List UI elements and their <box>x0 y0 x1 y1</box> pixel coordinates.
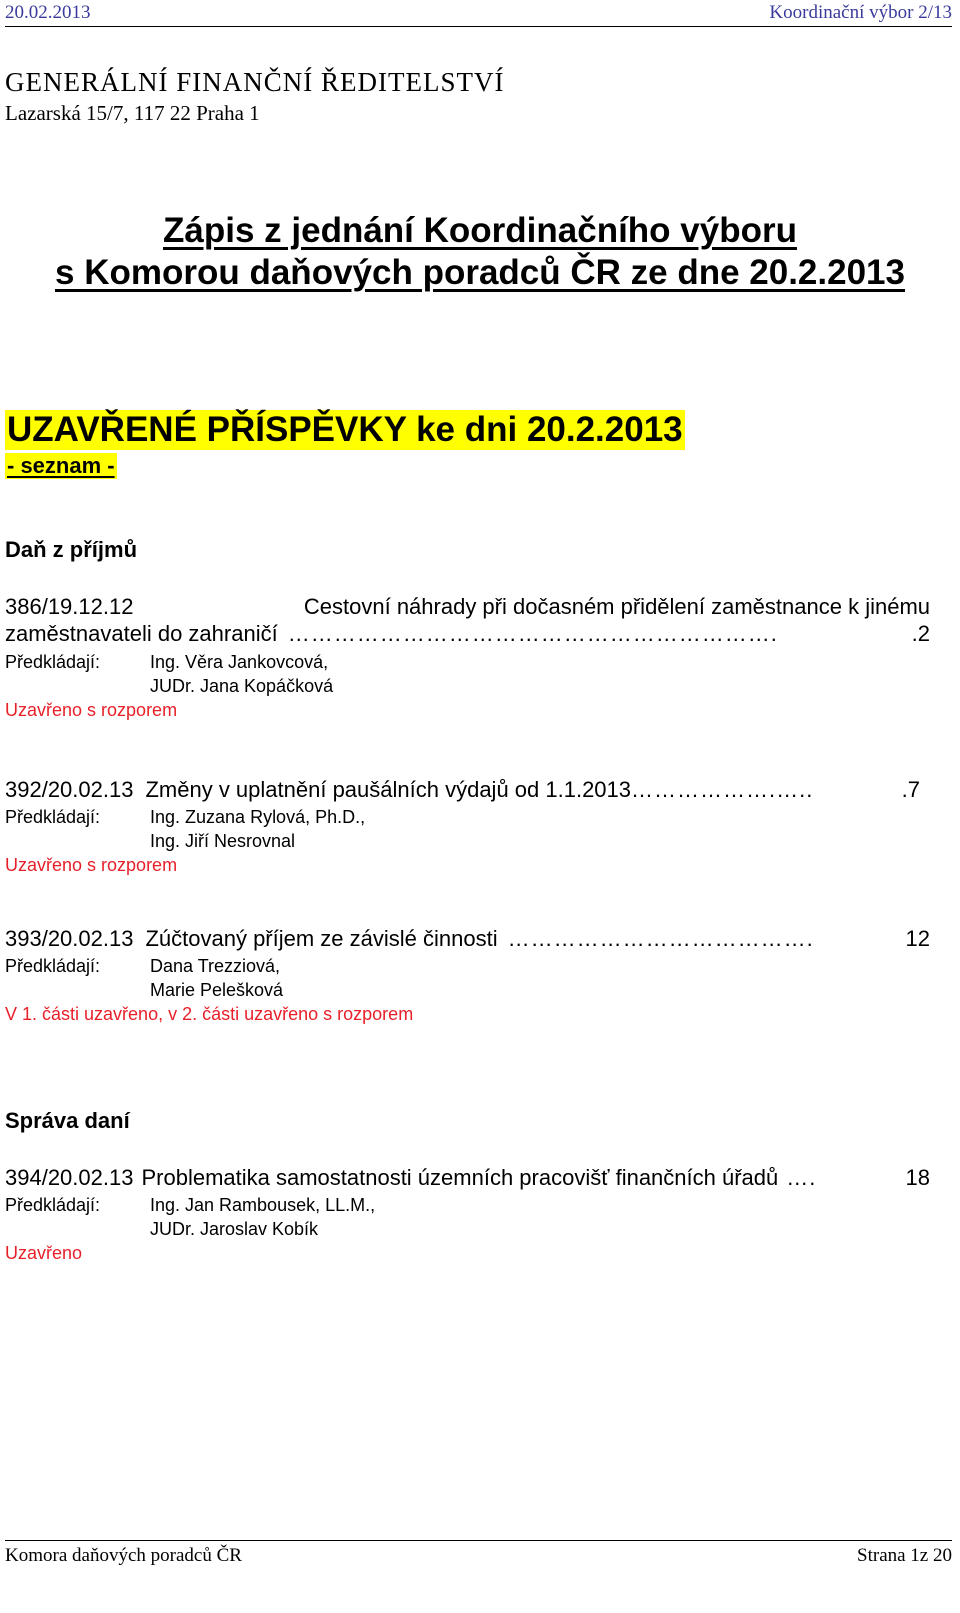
item-title: Změny v uplatnění paušálních výdajů od 1.1.2013 <box>145 777 632 802</box>
title-line-1: Zápis z jednání Koordinačního výboru <box>163 211 797 250</box>
presenter: JUDr. Jana Kopáčková <box>150 676 334 696</box>
presenters <box>5 954 280 978</box>
presenters-label: Předkládají: <box>5 652 101 672</box>
item-page: 18 <box>905 1165 930 1190</box>
presenters <box>5 978 283 1002</box>
presenters <box>5 1217 318 1241</box>
item-number: 386/19.12.12 <box>5 594 134 619</box>
toc-leader: ………………………………………………………. <box>287 621 778 646</box>
org-address: Lazarská 15/7, 117 22 Praha 1 <box>5 101 260 125</box>
presenters-label: Předkládají: <box>5 807 101 827</box>
item-title-line <box>5 776 920 804</box>
running-header <box>5 0 952 27</box>
page-footer <box>5 1540 952 1571</box>
presenter: Ing. Jiří Nesrovnal <box>150 831 296 851</box>
item-title-line <box>5 1164 930 1192</box>
section-title: Správa daní <box>5 1108 130 1133</box>
item-page: .7 <box>901 777 920 802</box>
item-title: Cestovní náhrady při dočasném přidělení zaměstnance k jinému <box>303 594 930 619</box>
closed-subheading: - seznam - <box>7 453 115 478</box>
item-title-line <box>5 925 930 953</box>
item-status: V 1. části uzavřeno, v 2. části uzavřeno s rozporem <box>5 1004 414 1024</box>
presenters-label: Předkládají: <box>5 1195 101 1215</box>
presenter: Ing. Zuzana Rylová, Ph.D., <box>150 807 366 827</box>
presenter: Ing. Jan Rambousek, LL.M., <box>150 1195 376 1215</box>
presenter: JUDr. Jaroslav Kobík <box>150 1219 319 1239</box>
presenter: Dana Trezziová, <box>150 956 281 976</box>
item-status: Uzavřeno <box>5 1243 83 1263</box>
item-page: .2 <box>911 621 930 646</box>
item-title: zaměstnavateli do zahraničí <box>5 621 278 646</box>
item-number: 392/20.02.13 <box>5 777 134 802</box>
toc-leader: ……………….….. <box>631 777 814 802</box>
presenters <box>5 829 295 853</box>
footer-page-number: Strana 1z 20 <box>857 1545 952 1566</box>
presenters <box>5 674 333 698</box>
title-line-2: s Komorou daňových poradců ČR ze dne 20.2.2013 <box>55 253 905 292</box>
toc-leader: …. <box>786 1165 817 1190</box>
item-page: 12 <box>905 926 930 951</box>
presenters <box>5 805 365 829</box>
toc-leader: …………………………………. <box>507 926 814 951</box>
item-number: 393/20.02.13 <box>5 926 134 951</box>
item-title-line <box>5 593 930 621</box>
document-title <box>0 210 960 294</box>
header-committee: Koordinační výbor 2/13 <box>769 2 952 23</box>
presenter: Ing. Věra Jankovcová, <box>150 652 329 672</box>
presenter: Marie Pelešková <box>150 980 284 1000</box>
item-status: Uzavřeno s rozporem <box>5 700 178 720</box>
footer-organization: Komora daňových poradců ČR <box>5 1545 242 1566</box>
item-title: Zúčtovaný příjem ze závislé činnosti <box>145 926 498 951</box>
item-title-line <box>5 620 930 648</box>
item-title: Problematika samostatnosti územních pracovišť finančních úřadů <box>141 1165 779 1190</box>
presenters-label: Předkládají: <box>5 956 101 976</box>
section-title: Daň z příjmů <box>5 537 138 562</box>
item-status: Uzavřeno s rozporem <box>5 855 178 875</box>
org-name: GENERÁLNÍ FINANČNÍ ŘEDITELSTVÍ <box>5 67 505 97</box>
presenters <box>5 1193 375 1217</box>
presenters <box>5 650 328 674</box>
closed-heading: UZAVŘENÉ PŘÍSPĚVKY ke dni 20.2.2013 <box>7 410 683 449</box>
header-date: 20.02.2013 <box>5 2 91 23</box>
item-number: 394/20.02.13 <box>5 1165 134 1190</box>
